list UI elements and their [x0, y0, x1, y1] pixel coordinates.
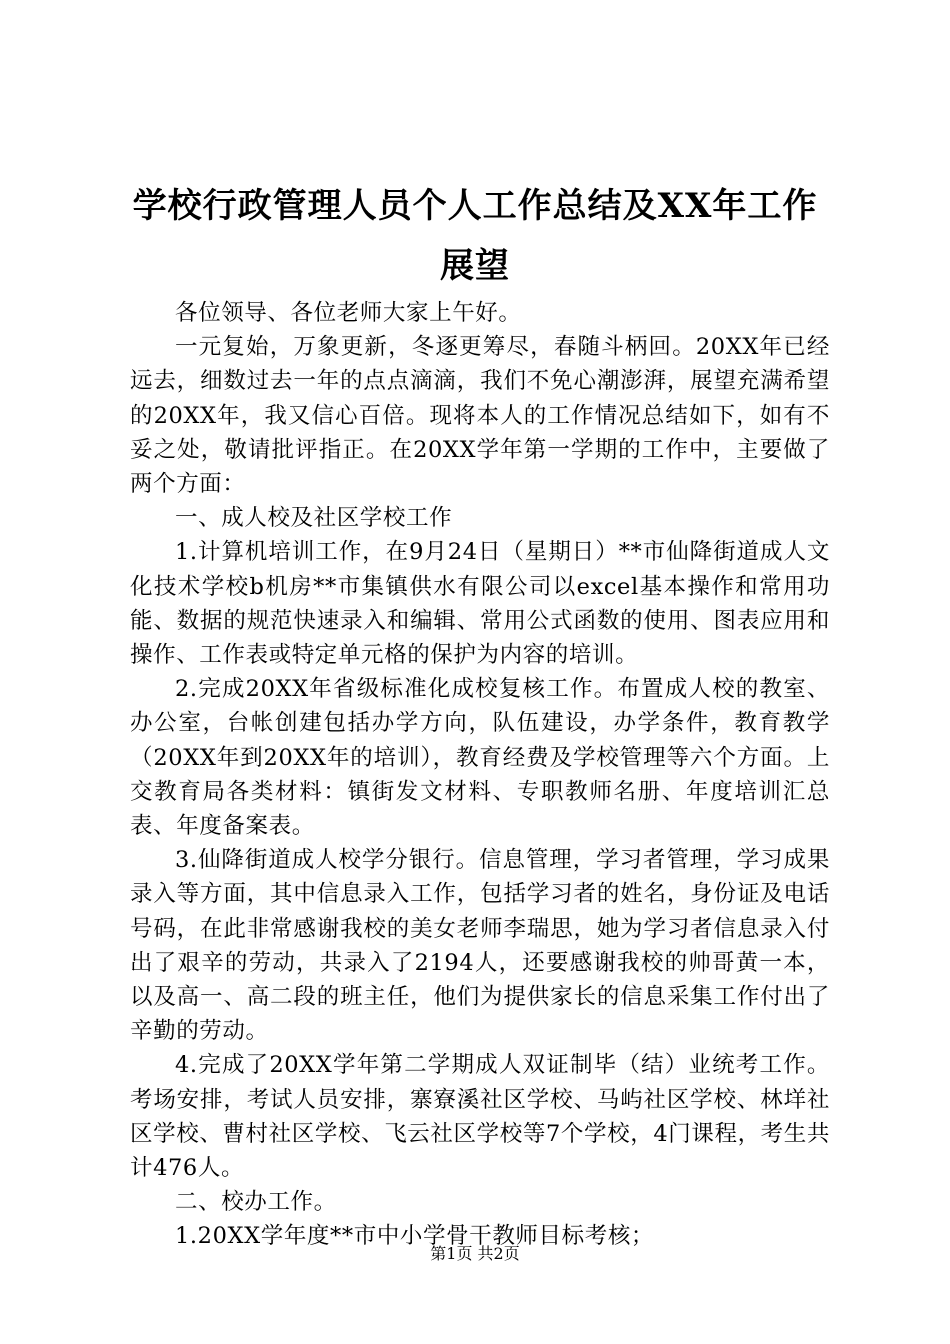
paragraph-item-standardization-review: 2.完成20XX年省级标准化成校复核工作。布置成人校的教室、办公室，台帐创建包括办学方向，队伍建设，办学条件，教育教学（20XX年到20XX年的培训），教育经费及学校管理等六个方面。上交教育局各类材料：镇街发文材料、专职教师名册、年度培训汇总表、年度备案表。 [130, 676, 830, 840]
section-heading-school-office: 二、校办工作。 [175, 1189, 337, 1216]
paragraph-greeting: 各位领导、各位老师大家上午好。 [175, 300, 522, 326]
section-heading-adult-school: 一、成人校及社区学校工作 [175, 505, 453, 532]
paragraph-item-teacher-assessment: 1.20XX学年度**市中小学骨干教师目标考核； [175, 1223, 655, 1250]
document-body [130, 296, 830, 1254]
paragraph-item-credit-bank: 3.仙降街道成人校学分银行。信息管理，学习者管理，学习成果录入等方面，其中信息录入工作，包括学习者的姓名，身份证及电话号码，在此非常感谢我校的美女老师李瑞思，她为学习者信息录入付出了艰辛的劳动，共录入了2194人，还要感谢我校的帅哥黄一本，以及高一、高二段的班主任，他们为提供家长的信息采集工作付出了辛勤的劳动。 [130, 847, 830, 1045]
document-title-line-1: 学校行政管理人员个人工作总结及XX年工作 [132, 186, 818, 226]
page-footer: 第1页 共2页 [430, 1244, 520, 1263]
paragraph-item-exams: 4.完成了20XX学年第二学期成人双证制毕（结）业统考工作。考场安排，考试人员安排，寨寮溪社区学校、马屿社区学校、林垟社区学校、曹村社区学校、飞云社区学校等7个学校，4门课程，考生共计476人。 [130, 1052, 830, 1182]
paragraph-item-computer-training: 1.计算机培训工作，在9月24日（星期日）**市仙降街道成人文化技术学校b机房**市集镇供水有限公司以excel基本操作和常用功能、数据的规范快速录入和编辑、常用公式函数的使用、图表应用和操作、工作表或特定单元格的保护为内容的培训。 [130, 539, 830, 669]
document-title-line-2: 展望 [440, 246, 510, 286]
paragraph-intro: 一元复始，万象更新，冬逐更筹尽，春随斗柄回。20XX年已经远去，细数过去一年的点点滴滴，我们不免心潮澎湃，展望充满希望的20XX年，我又信心百倍。现将本人的工作情况总结如下，如有不妥之处，敬请批评指正。在20XX学年第一学期的工作中，主要做了两个方面： [130, 334, 830, 498]
